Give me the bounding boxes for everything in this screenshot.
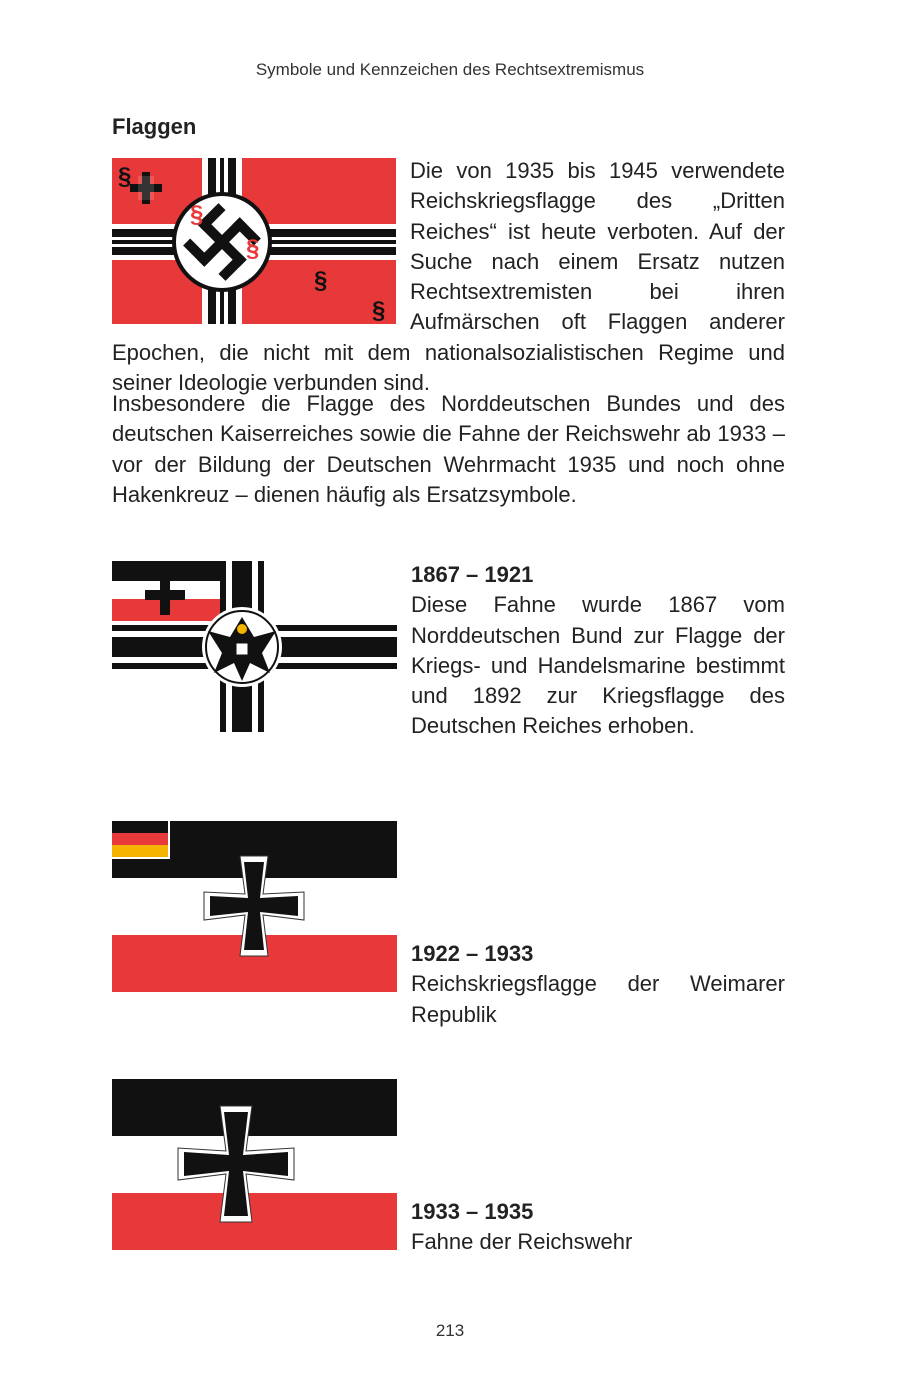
flag-years: 1922 – 1933 — [411, 941, 534, 966]
running-header: Symbole und Kennzeichen des Rechtsextremismus — [255, 60, 645, 79]
paragraph-mark-2: § — [190, 201, 204, 228]
flag-description: Reichskriegsflagge der Weimarer Republik — [411, 971, 785, 1027]
section-title: Flaggen — [112, 114, 197, 139]
flag-description: Fahne der Reichswehr — [411, 1229, 633, 1255]
intro-paragraph-1-text: Die von 1935 bis 1945 verwendete Reichskriegsflagge des „Dritten Reiches“ ist heute verboten. Auf der Suche nach einem Ersatz nutzen Rechtsextremisten bei ihren Aufmärschen oft Flaggen anderer Epochen, die nicht mit dem nationalsozialistischen Regime und seiner Ideologie verbunden sind. — [112, 158, 785, 396]
flag-years: 1867 – 1921 — [411, 562, 534, 587]
paragraph-mark-5: § — [372, 297, 386, 324]
flag-years: 1933 – 1935 — [411, 1199, 534, 1224]
flag-description: Diese Fahne wurde 1867 vom Norddeutschen Bund zur Flagge der Kriegs- und Handelsmarine bestimmt und 1892 zur Kriegsflagge des Deutschen Reiches erhoben. — [411, 592, 785, 739]
page-number: 213 — [435, 1321, 465, 1340]
weimar-reichskriegsflagge-image — [112, 821, 397, 992]
flag-caption-1922 — [411, 939, 785, 1030]
paragraph-mark-4: § — [314, 267, 328, 294]
intro-paragraph-1 — [112, 156, 785, 398]
flag-caption-1867 — [411, 560, 785, 742]
norddeutscher-bund-flag-image — [112, 561, 397, 732]
paragraph-mark-1: § — [118, 163, 132, 190]
paragraph-mark-3: § — [246, 235, 260, 262]
flag-caption-1933 — [411, 1197, 785, 1258]
reichskriegsflagge-1935-image — [112, 158, 396, 324]
reichskriegsflagge-1935-icon — [112, 158, 396, 324]
reichswehr-fahne-image — [112, 1079, 397, 1250]
intro-paragraph-2: Insbesondere die Flagge des Norddeutschen Bundes und des deutschen Kaiserreiches sowie die Fahne der Reichswehr ab 1933 – vor der Bildung der Deutschen Wehrmacht 1935 und noch ohne Hakenkreuz – dienen häufig als Ersatzsymbole. — [112, 391, 785, 507]
